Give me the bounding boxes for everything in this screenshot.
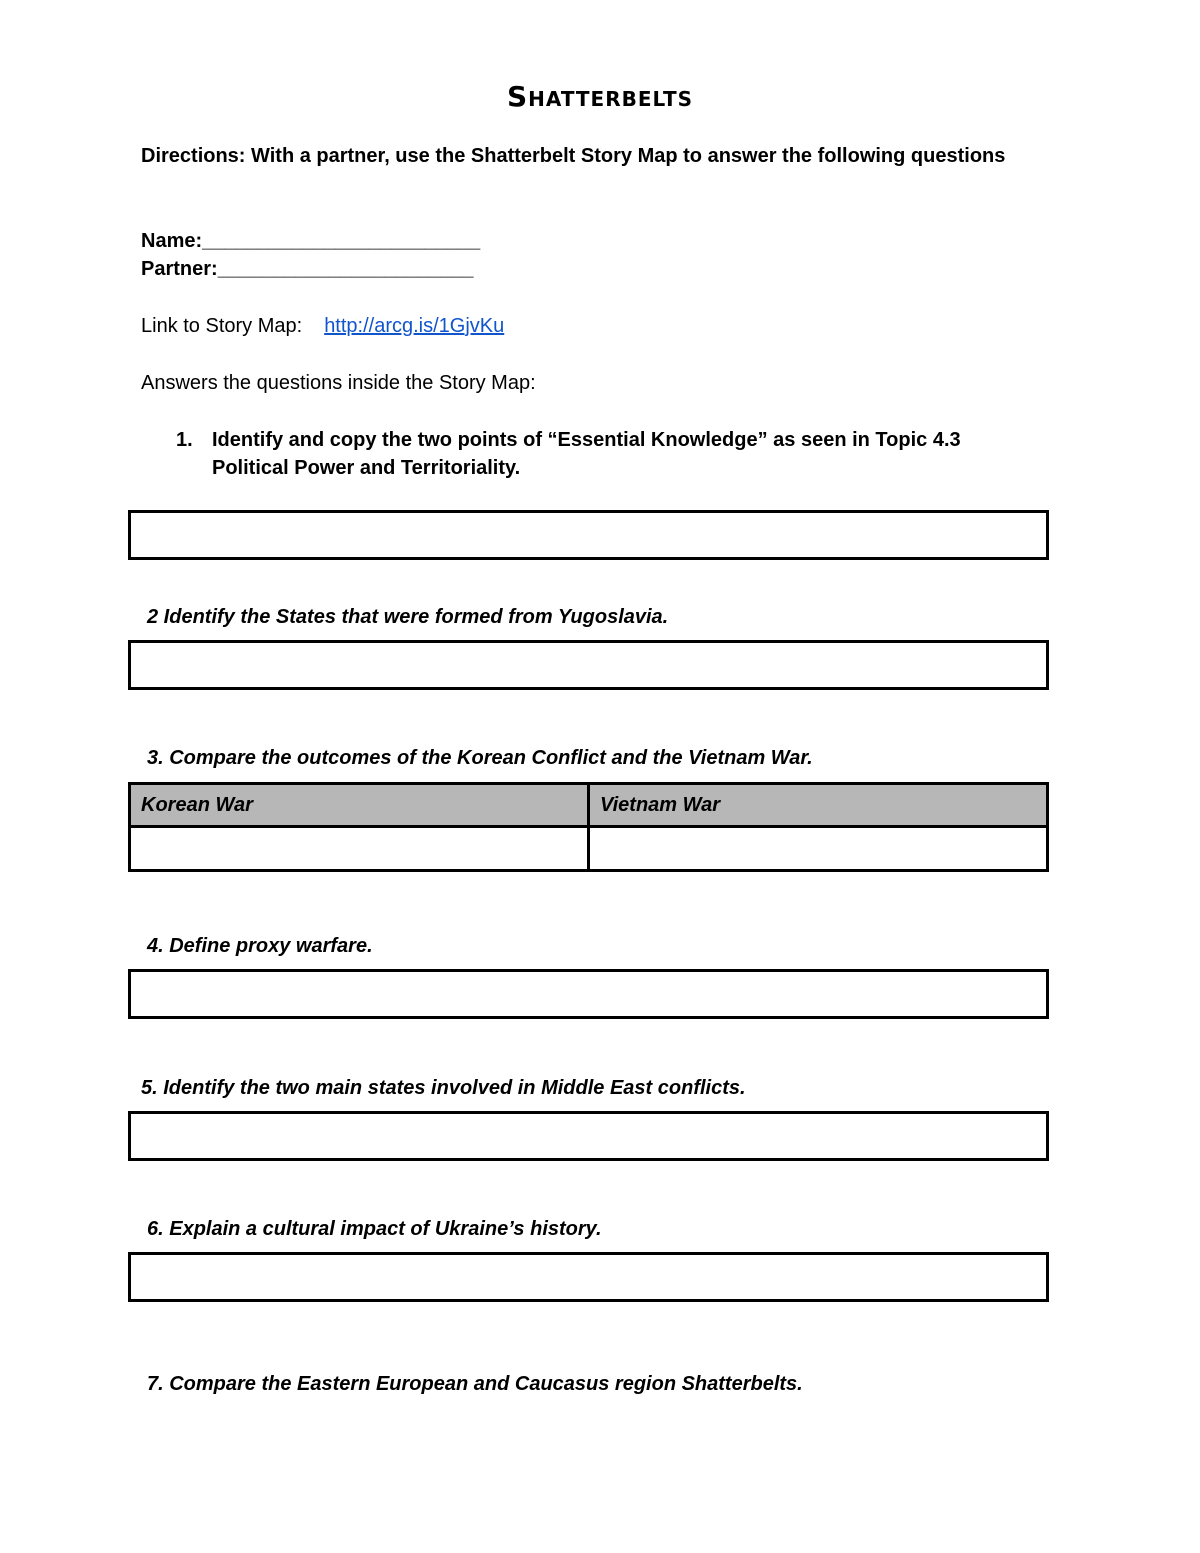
answer-box-5[interactable] xyxy=(128,1111,1049,1161)
question-7: 7. Compare the Eastern European and Caucasus region Shatterbelts. xyxy=(147,1373,803,1395)
answers-intro: Answers the questions inside the Story Map: xyxy=(141,372,536,394)
question-5: 5. Identify the two main states involved in Middle East conflicts. xyxy=(141,1077,746,1099)
answer-box-1[interactable] xyxy=(128,510,1049,560)
table-header-vietnam-war: Vietnam War xyxy=(589,784,1048,827)
vietnam-war-answer-cell[interactable] xyxy=(589,827,1048,871)
question-3: 3. Compare the outcomes of the Korean Conflict and the Vietnam War. xyxy=(147,747,813,769)
question-1-text: Identify and copy the two points of “Essential Knowledge” as seen in Topic 4.3 Political Power and Territoriality. xyxy=(212,429,961,479)
directions-text: Directions: With a partner, use the Shatterbelt Story Map to answer the following questions xyxy=(141,145,1006,167)
comparison-table xyxy=(128,782,1049,872)
story-map-link-row xyxy=(141,312,504,340)
link-label: Link to Story Map: xyxy=(141,315,303,337)
partner-field[interactable]: Partner:_______________________ xyxy=(141,258,474,280)
question-2: 2 Identify the States that were formed from Yugoslavia. xyxy=(147,606,669,628)
page-title: Shatterbelts xyxy=(506,80,694,113)
answer-box-6[interactable] xyxy=(128,1252,1049,1302)
question-6: 6. Explain a cultural impact of Ukraine’s history. xyxy=(147,1218,602,1240)
answer-box-4[interactable] xyxy=(128,969,1049,1019)
korean-war-answer-cell[interactable] xyxy=(130,827,589,871)
answer-box-2[interactable] xyxy=(128,640,1049,690)
name-field[interactable]: Name:_________________________ xyxy=(141,230,481,252)
table-header-korean-war: Korean War xyxy=(130,784,589,827)
story-map-link[interactable]: http://arcg.is/1GjvKu xyxy=(324,315,505,337)
question-4: 4. Define proxy warfare. xyxy=(147,935,373,957)
question-1-number: 1. xyxy=(176,429,193,451)
